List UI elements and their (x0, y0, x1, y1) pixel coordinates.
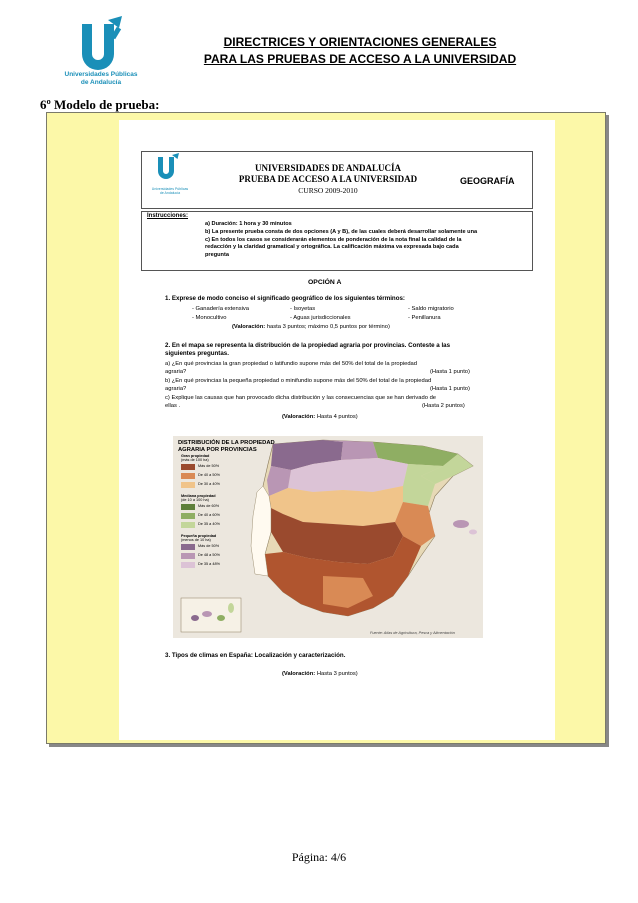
legend-swatch (181, 553, 195, 559)
legend-swatch (181, 562, 195, 568)
q1-term: - Ganadería extensiva (192, 306, 250, 312)
exam-course: CURSO 2009-2010 (298, 186, 358, 195)
legend-item-label: De 30 a 40% (198, 482, 220, 486)
legend-group-0: Gran propiedad (más de 100 ha) (181, 454, 210, 463)
q1-term: - Monocultivo (192, 315, 227, 321)
q1-term: - Penillanura (408, 315, 441, 321)
logo-caption: Universidades Públicas de Andalucía (64, 71, 138, 86)
legend-group-1: Mediana propiedad (de 10 a 100 ha) (181, 494, 216, 503)
legend-swatch (181, 473, 195, 479)
q1-score: (Valoración: hasta 3 puntos; máximo 0,5 puntos por término) (232, 324, 390, 330)
legend-item-label: De 40 a 50% (198, 473, 220, 477)
q2c-points: (Hasta 2 puntos) (422, 403, 465, 409)
q2a-text: a) ¿En qué provincias la gran propiedad o latifundio supone más del 50% del total de la propiedad (165, 361, 418, 367)
header-title-line2: PARA LAS PRUEBAS DE ACCESO A LA UNIVERSIDAD (203, 52, 517, 66)
legend-swatch (181, 544, 195, 550)
q3-title: 3. Tipos de climas en España: Localización y caracterización. (165, 652, 346, 659)
q2-title: 2. En el mapa se representa la distribución de la propiedad agraria por provincias. Conteste a las siguientes preguntas. (165, 342, 451, 357)
legend-item-label: Más de 60% (198, 504, 220, 508)
q2c-text: ellas . (165, 403, 181, 409)
q2-score: (Valoración: Hasta 4 puntos) (282, 414, 358, 420)
q2b-points: (Hasta 1 punto) (430, 386, 470, 392)
q2a-points: (Hasta 1 punto) (430, 369, 470, 375)
q2a-text: agraria? (165, 369, 187, 375)
legend-item-label: Más de 50% (198, 544, 220, 548)
legend-item-label: De 35 a 40% (198, 522, 220, 526)
document-header (190, 34, 530, 68)
q1-title: 1. Exprese de modo conciso el significado geográfico de los siguientes términos: (165, 295, 405, 302)
page-number: Página: 4/6 (291, 850, 347, 864)
legend-item-label: Más de 50% (198, 464, 220, 468)
exam-title: UNIVERSIDADES DE ANDALUCÍA PRUEBA DE ACCESO A LA UNIVERSIDAD CURSO 2009-2010 (218, 163, 438, 196)
legend-swatch (181, 464, 195, 470)
legend-swatch (181, 522, 195, 528)
exam-subject: GEOGRAFÍA (460, 176, 515, 186)
option-heading: OPCIÓN A (308, 279, 342, 286)
q1-term: - Isoyetas (290, 306, 316, 312)
map-source: Fuente: Atlas de Agricultura, Pesca y Alimentación (370, 631, 455, 635)
exam-logo-caption: Universidades Públicas de Andalucía (151, 187, 189, 195)
agrarian-property-map (173, 436, 483, 638)
legend-swatch (181, 504, 195, 510)
legend-swatch (181, 482, 195, 488)
q1-term: - Aguas jurisdiccionales (290, 315, 351, 321)
q2b-text: b) ¿En qué provincias la pequeña propiedad o minifundio supone más del 50% del total de la propiedad (165, 378, 432, 384)
header-title-line1: DIRECTRICES Y ORIENTACIONES GENERALES (223, 35, 497, 49)
legend-group-2: Pequeña propiedad (menos de 10 ha) (181, 534, 217, 543)
map-legend-title: DISTRIBUCIÓN DE LA PROPIEDAD AGRARIA POR PROVINCIAS (178, 440, 275, 453)
instructions-text: a) Duración: 1 hora y 30 minutos b) La presente prueba consta de dos opciones (A y B), de las cuales deberá desarrollar solamente una c) En todos los casos se considerarán elementos de ponderación de la nota final la calidad de la redacción y la claridad gramatical y ortográfica. La calificación máxima va expresada bajo cada pregunta (205, 221, 478, 259)
q2b-text: agraria? (165, 386, 187, 392)
legend-swatch (181, 513, 195, 519)
q1-term: - Saldo migratorio (408, 306, 454, 312)
legend-item-label: De 40 a 60% (198, 513, 220, 517)
legend-item-label: De 35 a 48% (198, 562, 220, 566)
q3-score: (Valoración: Hasta 3 puntos) (282, 671, 358, 677)
q2c-text: c) Explique las causas que han provocado dicha distribución y las consecuencias que se han derivado de (165, 395, 437, 401)
instructions-label: Instrucciones: (147, 213, 189, 219)
legend-item-label: De 48 a 50% (198, 553, 220, 557)
section-title: 6º Modelo de prueba: (40, 97, 160, 112)
